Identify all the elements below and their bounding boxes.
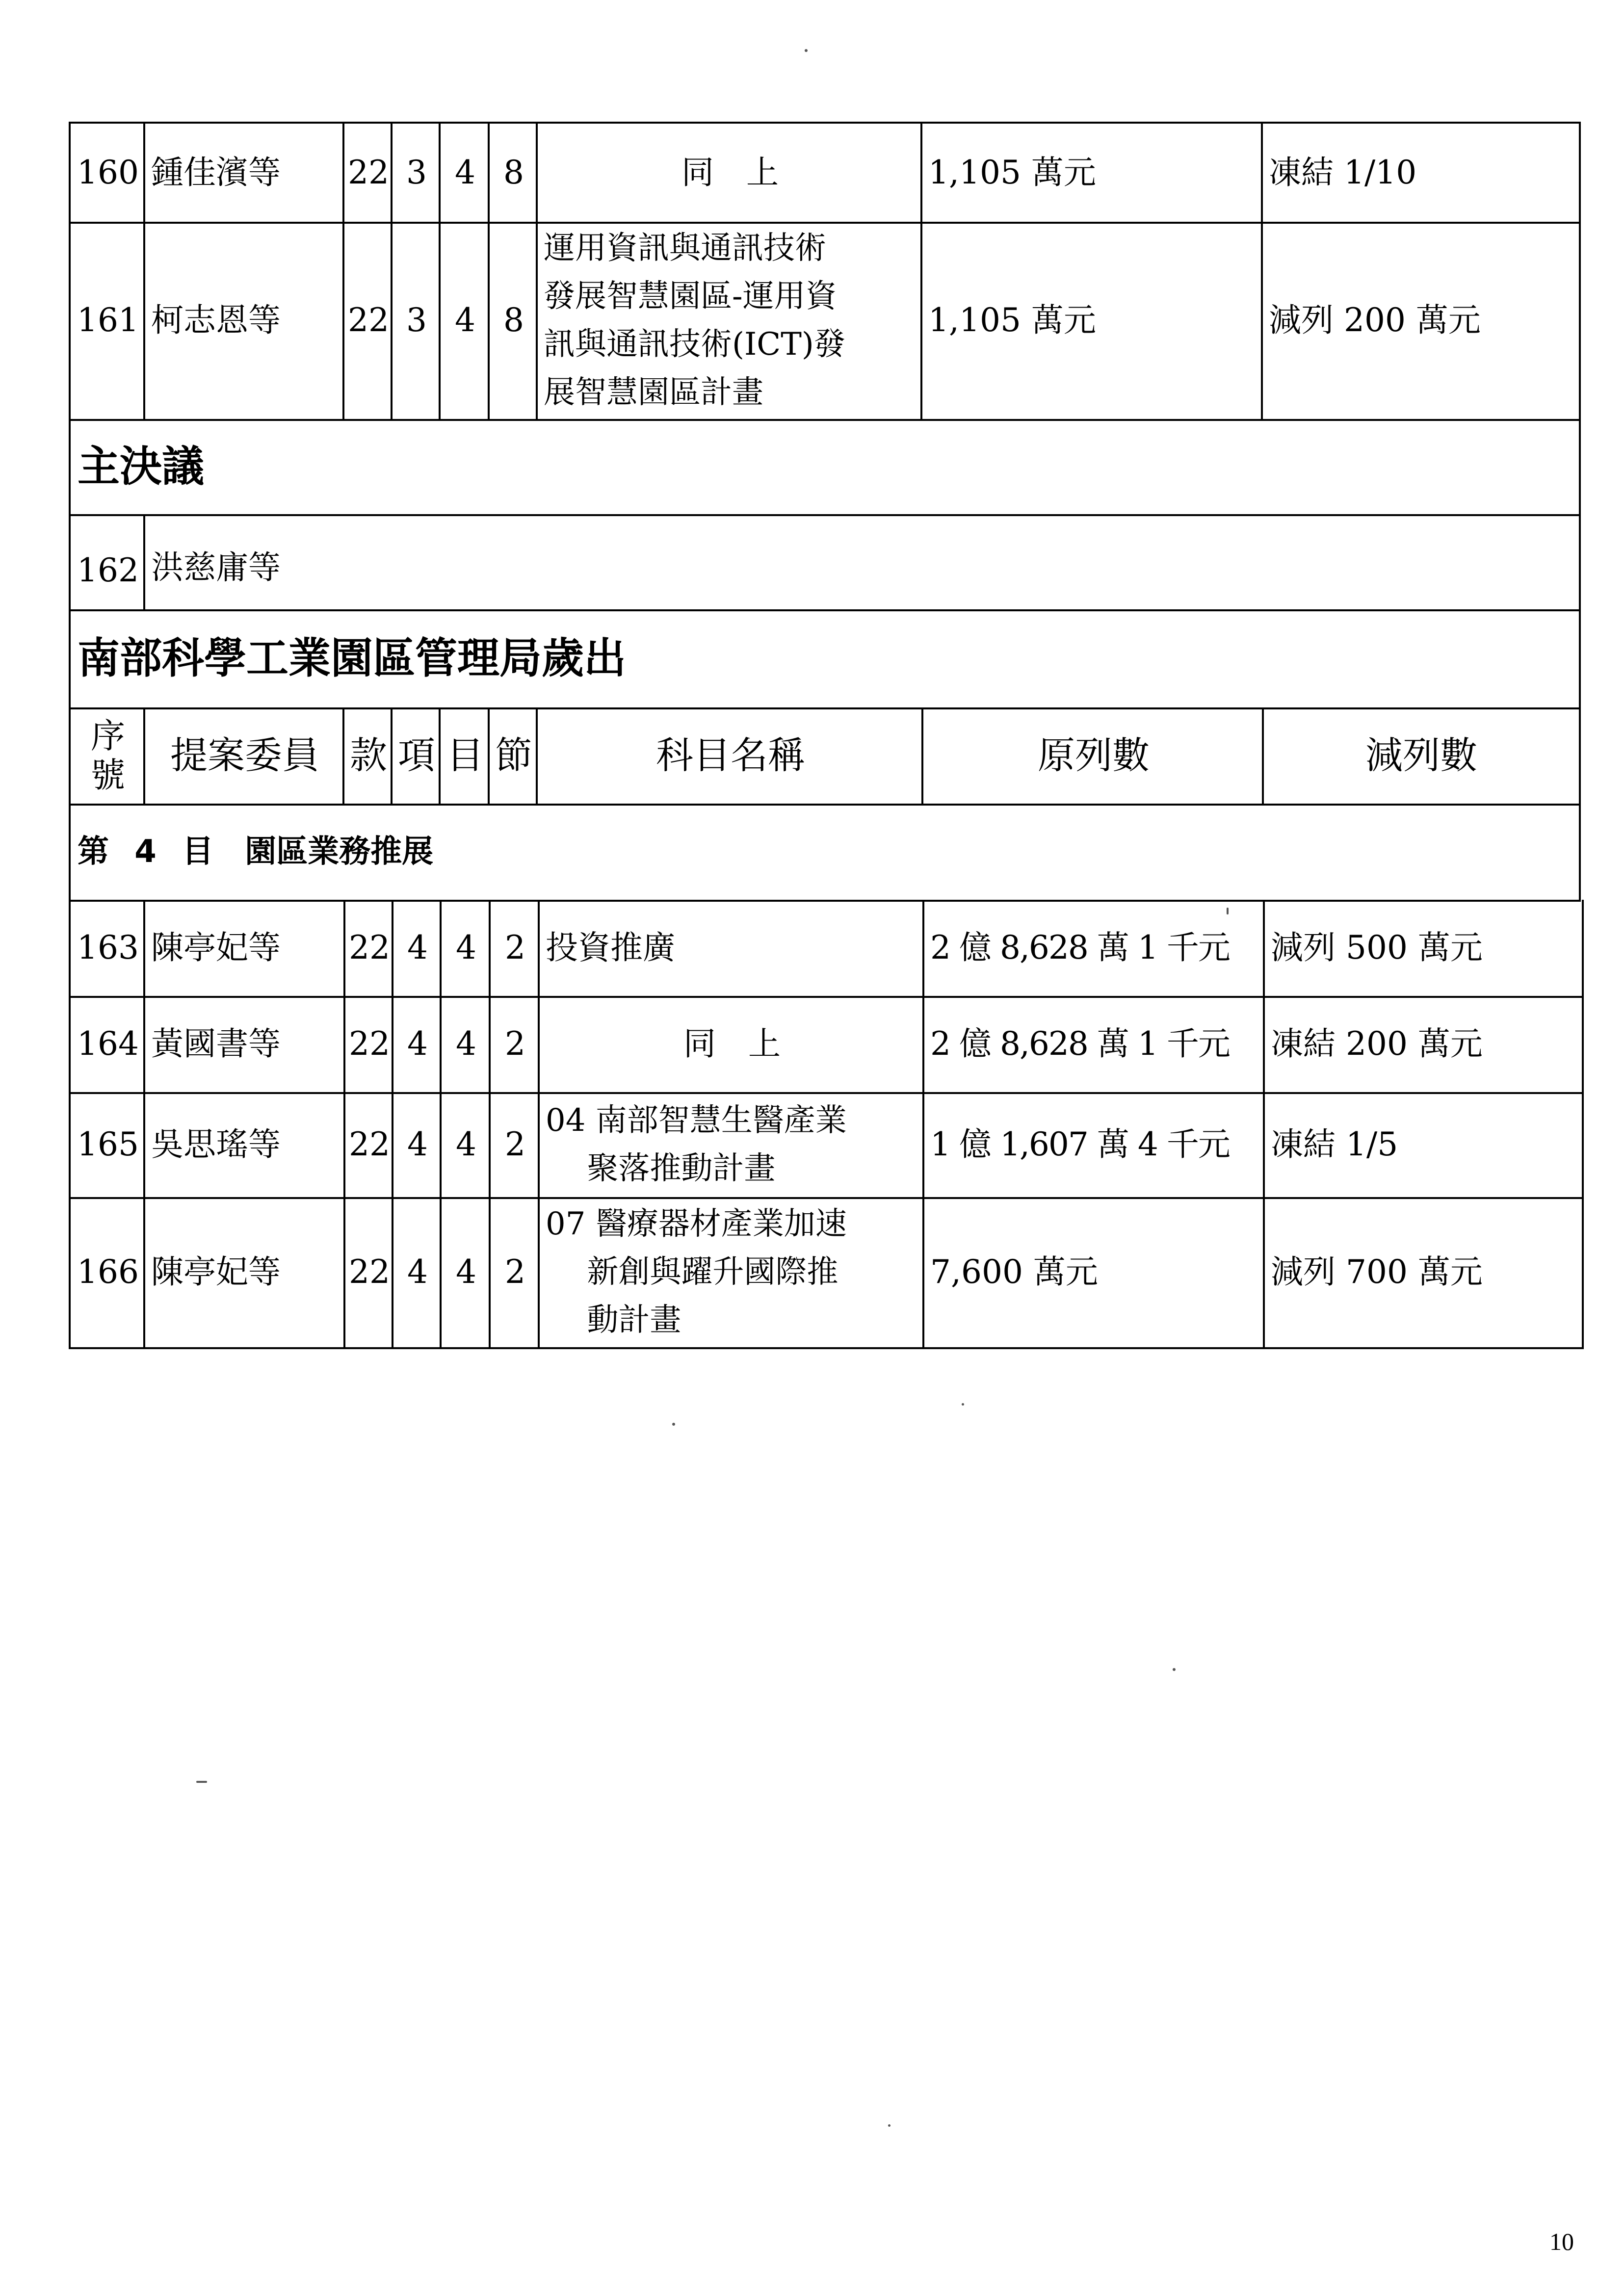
original-amount: 2 億 8,628 萬 1 千元 (922, 900, 1265, 998)
item-line: 訊與通訊技術(ICT)發 (544, 326, 845, 363)
jie: 2 (489, 996, 540, 1094)
header-original: 原列數 (921, 707, 1264, 806)
row-number: 162 (69, 514, 145, 611)
proposer: 柯志恩等 (143, 222, 344, 421)
item-line: 新創與躍升國際推 (546, 1254, 838, 1290)
mu: 4 (439, 122, 490, 224)
row-number: 161 (69, 222, 145, 421)
scan-speck (805, 49, 808, 52)
table-row (0, 1197, 1624, 1349)
original-amount: 2 億 8,628 萬 1 千元 (922, 996, 1265, 1094)
scan-speck (672, 1423, 675, 1426)
item-name (536, 222, 922, 421)
action-amount: 凍結 1/5 (1263, 1092, 1584, 1199)
row-number: 166 (69, 1197, 145, 1349)
kuan: 22 (342, 222, 393, 421)
item-name: 同 上 (538, 996, 924, 1094)
header-kuan: 款 (342, 707, 393, 806)
table-row (0, 222, 1624, 421)
table-row (0, 1092, 1624, 1199)
item-line: 展智慧園區計畫 (544, 374, 763, 411)
table-row (0, 900, 1624, 998)
action-amount: 減列 500 萬元 (1263, 900, 1584, 998)
table-row (0, 514, 1624, 611)
section-heading-row (0, 419, 1624, 516)
header-xiang: 項 (391, 707, 441, 806)
original-amount: 7,600 萬元 (922, 1197, 1265, 1349)
item-line: 聚落推動計畫 (546, 1150, 776, 1187)
scan-speck (1173, 1668, 1176, 1671)
table-header-row (0, 707, 1624, 806)
page-number: 10 (1549, 2228, 1574, 2255)
xiang: 3 (391, 222, 441, 421)
header-no-line: 序 (91, 716, 125, 756)
table-row (0, 122, 1624, 224)
header-jie: 節 (488, 707, 538, 806)
header-no (69, 707, 145, 806)
item-line: 動計畫 (546, 1302, 681, 1338)
proposer: 陳亭妃等 (143, 1197, 345, 1349)
proposer: 鍾佳濱等 (143, 122, 344, 224)
original-amount: 1 億 1,607 萬 4 千元 (922, 1092, 1265, 1199)
xiang: 3 (391, 122, 441, 224)
proposer: 陳亭妃等 (143, 900, 345, 998)
header-no-line: 號 (91, 755, 125, 795)
item-line: 發展智慧園區-運用資 (544, 278, 837, 314)
row-number: 164 (69, 996, 145, 1094)
item-name: 投資推廣 (538, 900, 924, 998)
kuan: 22 (343, 1092, 393, 1199)
header-item: 科目名稱 (536, 707, 923, 806)
table-row (0, 996, 1624, 1094)
item-line: 運用資訊與通訊技術 (544, 230, 826, 266)
main-resolution-title: 主決議 (69, 419, 1581, 516)
proposer: 洪慈庸等 (143, 514, 1581, 611)
xiang: 4 (392, 996, 442, 1094)
header-action: 減列數 (1262, 707, 1581, 806)
mu: 4 (440, 996, 491, 1094)
scan-speck (962, 1403, 964, 1406)
kuan: 22 (343, 1197, 393, 1349)
jie: 8 (488, 122, 538, 224)
kuan: 22 (343, 900, 393, 998)
jie: 2 (489, 900, 540, 998)
jie: 2 (489, 1197, 540, 1349)
action-amount: 減列 200 萬元 (1261, 222, 1581, 421)
subheading: 第 4 目 園區業務推展 (69, 804, 1581, 902)
mu: 4 (440, 900, 491, 998)
proposer: 吳思瑤等 (143, 1092, 345, 1199)
kuan: 22 (342, 122, 393, 224)
item-name (538, 1197, 924, 1349)
mu: 4 (440, 1197, 491, 1349)
action-amount: 凍結 1/10 (1261, 122, 1581, 224)
action-amount: 減列 700 萬元 (1263, 1197, 1584, 1349)
proposer: 黃國書等 (143, 996, 345, 1094)
xiang: 4 (392, 900, 442, 998)
jie: 2 (489, 1092, 540, 1199)
action-amount: 凍結 200 萬元 (1263, 996, 1584, 1094)
item-name (538, 1092, 924, 1199)
jie: 8 (488, 222, 538, 421)
scan-speck (1227, 908, 1229, 914)
original-amount: 1,105 萬元 (920, 122, 1263, 224)
section-heading-row (0, 609, 1624, 709)
header-proposer: 提案委員 (143, 707, 344, 806)
row-number: 160 (69, 122, 145, 224)
item-line: 07 醫療器材產業加速 (546, 1206, 847, 1242)
item-name: 同 上 (536, 122, 922, 224)
scan-speck (196, 1781, 207, 1783)
section-title: 南部科學工業園區管理局歲出 (69, 609, 1581, 709)
xiang: 4 (392, 1092, 442, 1199)
mu: 4 (439, 222, 490, 421)
row-number: 165 (69, 1092, 145, 1199)
subheading-row (0, 804, 1624, 902)
xiang: 4 (392, 1197, 442, 1349)
row-number: 163 (69, 900, 145, 998)
mu: 4 (440, 1092, 491, 1199)
scan-speck (888, 2124, 891, 2127)
kuan: 22 (343, 996, 393, 1094)
item-line: 04 南部智慧生醫產業 (546, 1102, 847, 1139)
original-amount: 1,105 萬元 (920, 222, 1263, 421)
header-mu: 目 (439, 707, 490, 806)
